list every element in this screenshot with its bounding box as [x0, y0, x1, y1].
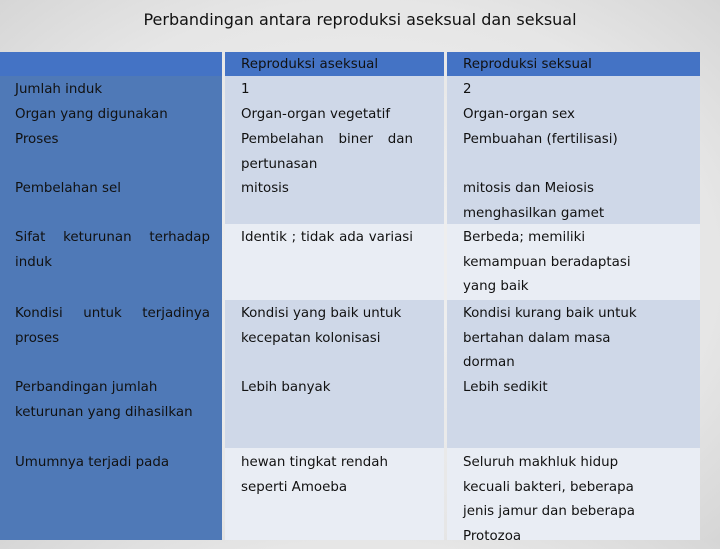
aspect-jumlah-induk: Jumlah induk — [15, 82, 103, 97]
sexual-umumnya: Seluruh makhluk hidup kecuali bakteri, beberapa jenis jamur dan beberapa Protozoa — [463, 455, 635, 544]
aspect-pembelahan-sel: Pembelahan sel — [15, 181, 121, 196]
sexual-pembelahan-sel: mitosis dan Meiosis menghasilkan gamet — [463, 181, 605, 221]
sexual-column — [447, 52, 700, 544]
asexual-organ: Organ-organ vegetatif — [241, 107, 391, 122]
asexual-kondisi: Kondisi yang baik untuk kecepatan kolonisasi — [241, 306, 402, 346]
sexual-proses: Pembuahan (fertilisasi) — [463, 132, 618, 147]
aspect-kondisi: Kondisi untuk terjadinya proses — [15, 306, 210, 346]
asexual-column — [225, 52, 444, 540]
sexual-header-label: Reproduksi seksual — [463, 57, 592, 72]
asexual-proses: Pembelahan biner dan pertunasan — [241, 132, 413, 172]
aspect-sifat-keturunan: Sifat keturunan terhadap induk — [15, 230, 210, 270]
asexual-header-label: Reproduksi aseksual — [241, 57, 379, 72]
aspect-umumnya: Umumnya terjadi pada — [15, 455, 170, 470]
sexual-sifat-keturunan: Berbeda; memiliki kemampuan beradaptasi yang baik — [463, 230, 631, 295]
sexual-perbandingan-jumlah: Lebih sedikit — [463, 380, 548, 395]
aspect-organ: Organ yang digunakan — [15, 107, 168, 122]
asexual-umumnya: hewan tingkat rendah seperti Amoeba — [241, 455, 388, 495]
sexual-jumlah-induk: 2 — [463, 82, 472, 97]
asexual-jumlah-induk: 1 — [241, 82, 250, 97]
sexual-organ: Organ-organ sex — [463, 107, 575, 122]
aspect-perbandingan-jumlah: Perbandingan jumlah keturunan yang dihasilkan — [15, 380, 193, 420]
page-title: Perbandingan antara reproduksi aseksual dan seksual — [143, 10, 577, 29]
comparison-table — [0, 52, 700, 544]
aspect-column — [0, 52, 222, 540]
asexual-sifat-keturunan: Identik ; tidak ada variasi — [241, 230, 413, 245]
asexual-pembelahan-sel: mitosis — [241, 181, 289, 196]
header-cell-aspect — [0, 52, 222, 76]
sexual-kondisi: Kondisi kurang baik untuk bertahan dalam masa dorman — [463, 306, 637, 371]
aspect-proses: Proses — [15, 132, 59, 147]
asexual-perbandingan-jumlah: Lebih banyak — [241, 380, 331, 395]
